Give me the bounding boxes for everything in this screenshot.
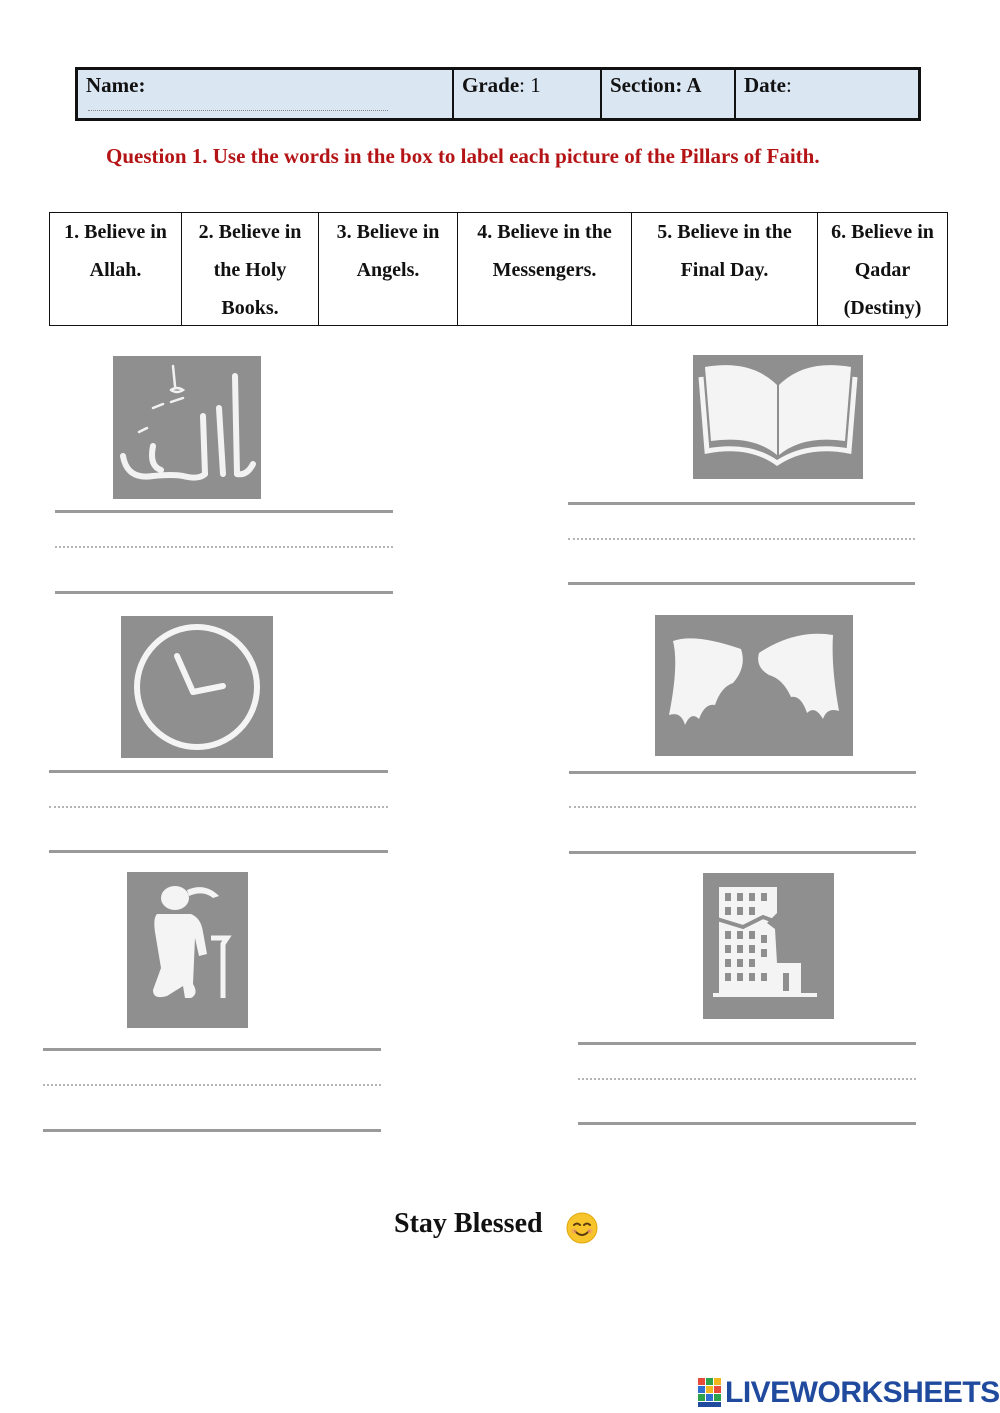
word-box-item: 4. Believe in the Messengers. xyxy=(457,213,631,325)
word-box-item: 1. Believe in Allah. xyxy=(64,221,167,281)
answer-line-bottom xyxy=(43,1129,381,1132)
answer-dotted-line[interactable] xyxy=(55,546,393,548)
question-text: Question 1. Use the words in the box to label each picture of the Pillars of Faith. xyxy=(106,144,820,168)
name-cell[interactable] xyxy=(78,70,452,118)
word-box xyxy=(49,212,948,326)
answer-line-top xyxy=(43,1048,381,1051)
date-label: Date xyxy=(744,73,786,97)
answer-line-top xyxy=(49,770,388,773)
student-info-table xyxy=(75,67,921,121)
answer-dotted-line[interactable] xyxy=(49,806,388,808)
liveworksheets-text: LIVEWORKSHEETS xyxy=(725,1376,1000,1409)
angel-wings-icon xyxy=(655,615,853,756)
messenger-figure-icon xyxy=(127,872,248,1028)
answer-line-top xyxy=(569,771,916,774)
smiling-face-icon xyxy=(566,1212,598,1244)
answer-dotted-line[interactable] xyxy=(569,806,916,808)
answer-dotted-line[interactable] xyxy=(578,1078,916,1080)
answer-line-top xyxy=(578,1042,916,1045)
word-box-item: 5. Believe in the Final Day. xyxy=(631,213,817,325)
collapsing-building-icon xyxy=(703,873,834,1019)
answer-line-top xyxy=(568,502,915,505)
grade-value: : 1 xyxy=(519,73,541,97)
word-box-item: 6. Believe in Qadar (Destiny) xyxy=(817,213,947,325)
section-label: Section: A xyxy=(610,73,702,97)
answer-line-bottom xyxy=(568,582,915,585)
answer-line-bottom xyxy=(578,1122,916,1125)
word-box-item: 2. Believe in the Holy Books. xyxy=(181,213,318,325)
answer-line-bottom xyxy=(569,851,916,854)
stay-blessed-text: Stay Blessed xyxy=(394,1208,543,1239)
name-dotted-line xyxy=(88,110,388,111)
grade-label: Grade xyxy=(462,73,520,97)
answer-line-top xyxy=(55,510,393,513)
liveworksheets-brand xyxy=(698,1376,1000,1410)
grade-cell xyxy=(452,70,600,118)
answer-line-bottom xyxy=(49,850,388,853)
answer-dotted-line[interactable] xyxy=(43,1084,381,1086)
liveworksheets-logo-icon xyxy=(698,1378,722,1408)
section-cell xyxy=(600,70,734,118)
name-label: Name: xyxy=(86,73,146,97)
date-colon: : xyxy=(785,73,792,97)
date-cell[interactable] xyxy=(734,70,918,118)
answer-line-bottom xyxy=(55,591,393,594)
answer-dotted-line[interactable] xyxy=(568,538,915,540)
word-box-item: 3. Believe in Angels. xyxy=(318,213,457,325)
clock-icon xyxy=(121,616,273,758)
allah-calligraphy-icon xyxy=(113,356,261,499)
open-book-icon xyxy=(693,355,863,479)
